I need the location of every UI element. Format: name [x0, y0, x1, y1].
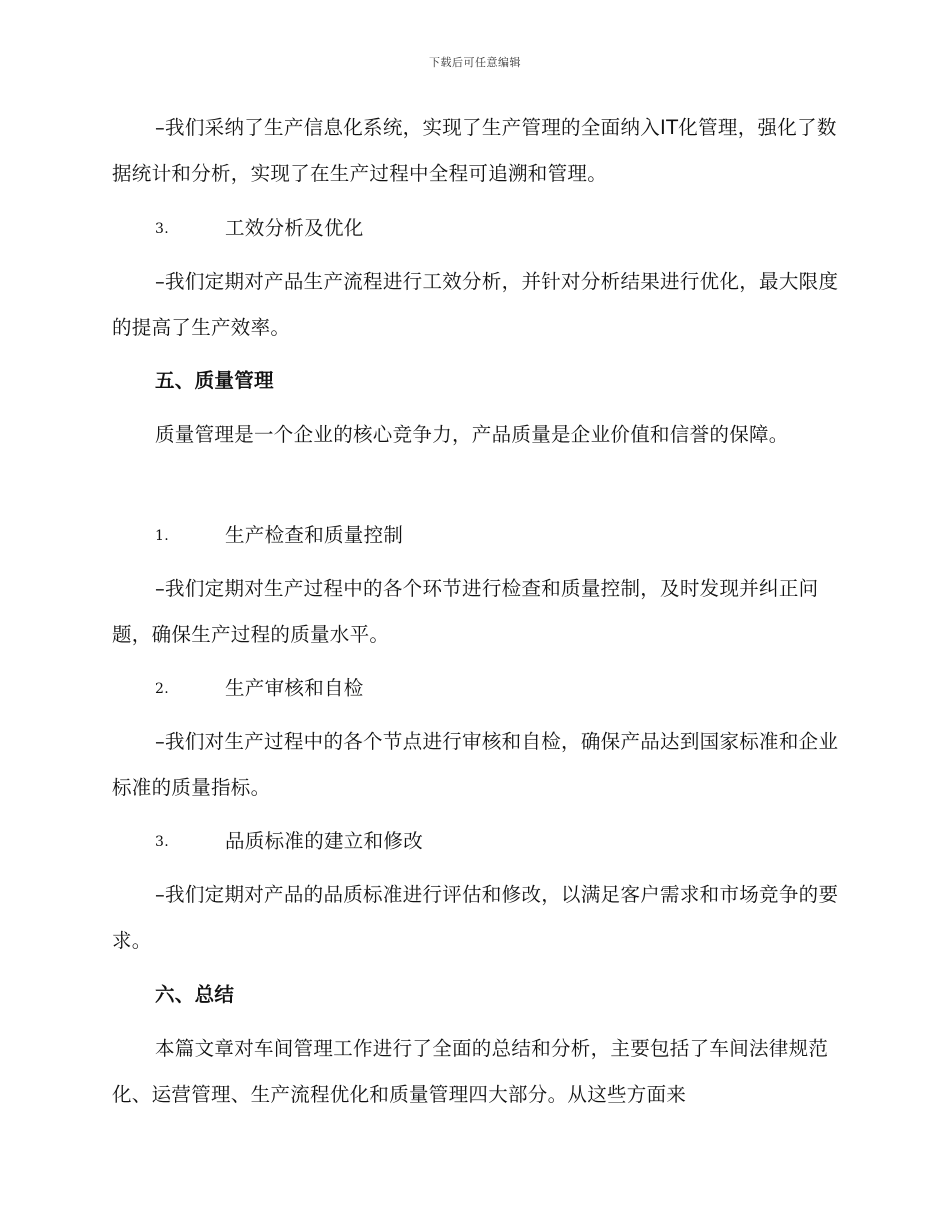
item-number: 1.: [155, 527, 169, 544]
paragraph-it-system: –我们采纳了生产信息化系统，实现了生产管理的全面纳入IT化管理，强化了数据统计和分析，实现了在生产过程中全程可追溯和管理。: [112, 116, 837, 185]
numbered-item-inspection: [155, 520, 403, 551]
section-heading-quality: 五、质量管理: [155, 369, 274, 392]
paragraph-efficiency: –我们定期对产品生产流程进行工效分析，并针对分析结果进行优化，最大限度的提高了生产效率。: [112, 270, 839, 339]
paragraph-quality-intro: 质量管理是一个企业的核心竞争力，产品质量是企业价值和信誉的保障。: [155, 423, 789, 446]
item-number: 3.: [155, 833, 169, 850]
item-title: 生产检查和质量控制: [225, 523, 404, 547]
item-number: 2.: [155, 680, 169, 697]
numbered-item-efficiency: [155, 213, 364, 244]
section-heading-summary: 六、总结: [155, 983, 235, 1006]
paragraph-standards: –我们定期对产品的品质标准进行评估和修改，以满足客户需求和市场竞争的要求。: [112, 883, 839, 952]
item-number: 3.: [155, 220, 169, 237]
numbered-item-standards: [155, 826, 423, 857]
item-title: 工效分析及优化: [225, 216, 364, 240]
paragraph-audit: –我们对生产过程中的各个节点进行审核和自检，确保产品达到国家标准和企业标准的质量指标。: [112, 730, 839, 799]
paragraph-inspection: –我们定期对生产过程中的各个环节进行检查和质量控制，及时发现并纠正问题，确保生产过程的质量水平。: [112, 577, 819, 646]
page-header: 下载后可任意编辑: [429, 56, 521, 69]
paragraph-summary: 本篇文章对车间管理工作进行了全面的总结和分析，主要包括了车间法律规范化、运营管理、生产流程优化和质量管理四大部分。从这些方面来: [112, 1037, 829, 1106]
item-title: 品质标准的建立和修改: [225, 829, 424, 853]
item-title: 生产审核和自检: [225, 676, 364, 700]
numbered-item-audit: [155, 673, 364, 704]
